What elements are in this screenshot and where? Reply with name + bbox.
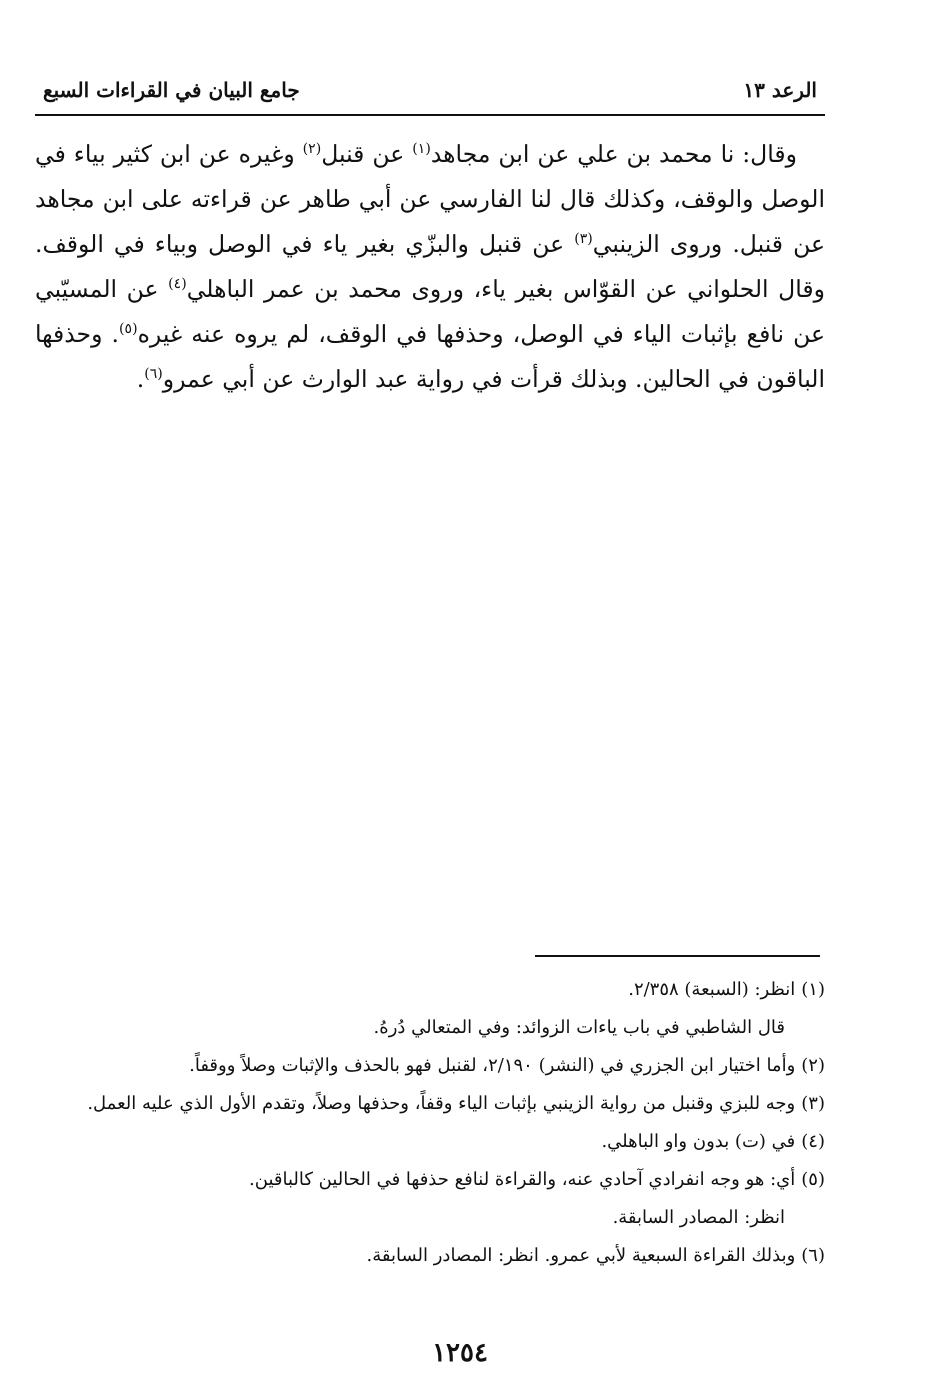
footnote-3 — [35, 1089, 825, 1119]
footnote-ref-3[interactable]: (٣) — [574, 231, 593, 248]
footnote-text: وجه للبزي وقنبل من رواية الزينبي بإثبات الياء وقفاً، وحذفها وصلاً، وتقدم الأول الذي عليه العمل. — [87, 1093, 796, 1114]
footnote-ref-1[interactable]: (١) — [412, 141, 431, 158]
page-number: ١٢٥٤ — [432, 1338, 488, 1368]
body-text-segment: وغيره عن ابن كثير بياء في الوصل والوقف، وكذلك قال لنا الفارسي عن أبي طاهر عن قراءته على ابن مجاهد عن قنبل. وروى الزينبي — [35, 140, 825, 258]
footnote-number: (١) — [801, 979, 825, 1000]
footnote-5-continuation — [35, 1203, 825, 1233]
footnote-4 — [35, 1127, 825, 1157]
main-text — [35, 132, 825, 402]
footnote-6 — [35, 1241, 825, 1271]
body-text-segment: وقال: نا محمد بن علي عن ابن مجاهد — [430, 140, 797, 168]
footnote-1-continuation — [35, 1013, 825, 1043]
body-text-segment: . وحذفها الباقون في الحالين. وبذلك قرأت في رواية عبد الوارث عن أبي عمرو — [35, 320, 825, 393]
footnote-5 — [35, 1165, 825, 1195]
footnote-text: انظر: (السبعة) ٢/٣٥٨. — [628, 979, 796, 1000]
footnote-number: (٥) — [801, 1169, 825, 1190]
footnote-number: (٦) — [801, 1245, 825, 1266]
body-text-segment: عن المسيّبي عن نافع بإثبات الياء في الوصل، وحذفها في الوقف، لم يروه عنه غيره — [35, 275, 825, 348]
footnotes-section — [35, 975, 825, 1279]
header-chapter: الرعد ١٣ — [743, 78, 817, 102]
footnote-text: وبذلك القراءة السبعية لأبي عمرو. انظر: المصادر السابقة. — [366, 1245, 796, 1266]
body-text-segment: عن قنبل — [321, 140, 413, 168]
footnote-text: وأما اختيار ابن الجزري في (النشر) ٢/١٩٠، لقنبل فهو بالحذف والإثبات وصلاً ووقفاً. — [189, 1055, 796, 1076]
footnote-text: قال الشاطبي في باب ياءات الزوائد: وفي المتعالي دُرهُ. — [373, 1017, 785, 1038]
body-text-segment: عن قنبل والبزّي بغير ياء في الوصل وبياء في الوقف. وقال الحلواني عن القوّاس بغير ياء، وروى محمد بن عمر الباهلي — [35, 230, 825, 303]
footnote-1 — [35, 975, 825, 1005]
footnote-text: انظر: المصادر السابقة. — [612, 1207, 785, 1228]
footnote-2 — [35, 1051, 825, 1081]
footnote-number: (٣) — [801, 1093, 825, 1114]
footnote-ref-4[interactable]: (٤) — [168, 276, 187, 293]
footnote-number: (٢) — [801, 1055, 825, 1076]
footnote-text: في (ت) بدون واو الباهلي. — [601, 1131, 796, 1152]
footnote-ref-2[interactable]: (٢) — [302, 141, 322, 158]
footnote-text: أي: هو وجه انفرادي آحادي عنه، والقراءة لنافع حذفها في الحالين كالباقين. — [249, 1169, 796, 1190]
running-header — [35, 74, 825, 116]
body-paragraph — [35, 132, 825, 402]
footnote-number: (٤) — [801, 1131, 825, 1152]
footnote-separator — [535, 955, 820, 957]
body-text-segment: . — [136, 365, 145, 393]
footnote-ref-6[interactable]: (٦) — [144, 366, 163, 383]
footnote-ref-5[interactable]: (٥) — [118, 321, 138, 338]
header-book-title: جامع البيان في القراءات السبع — [43, 78, 300, 102]
